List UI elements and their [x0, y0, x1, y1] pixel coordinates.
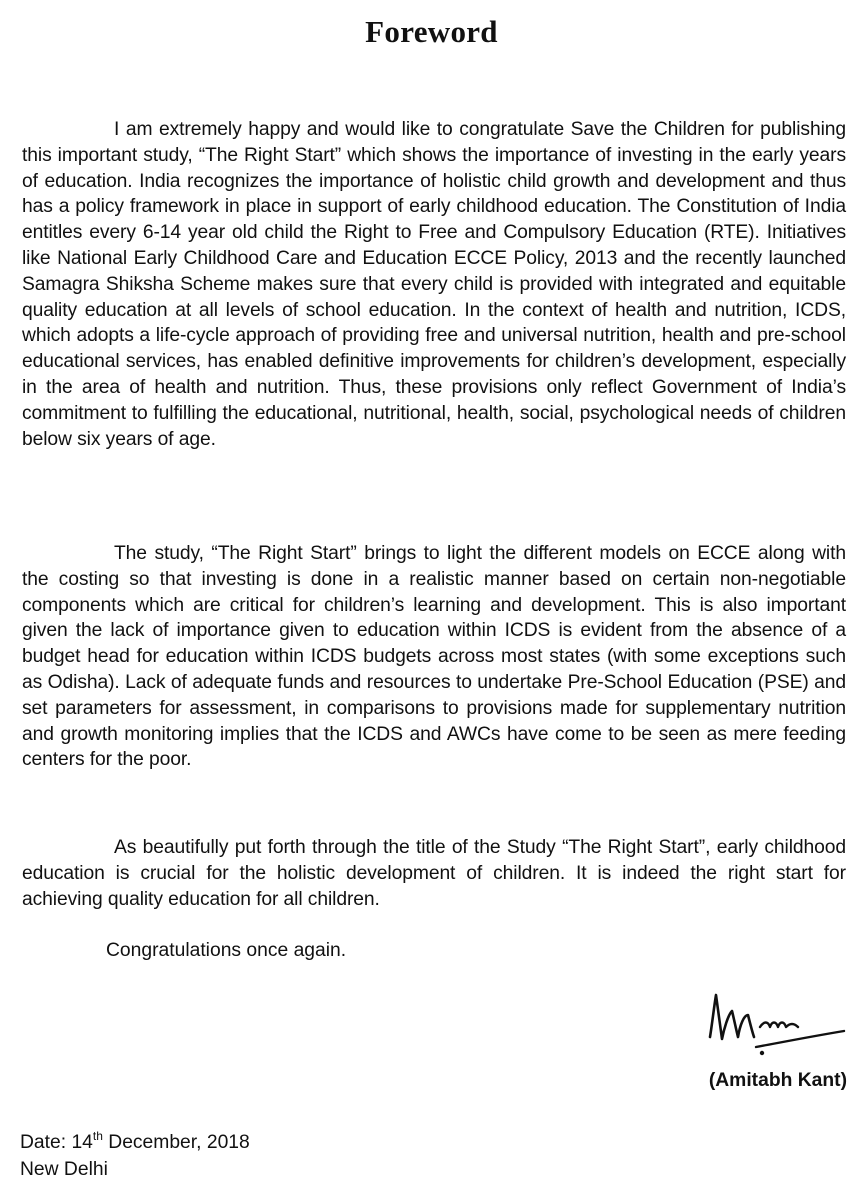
date-place-block — [20, 1129, 250, 1183]
date-line — [20, 1129, 250, 1156]
handwritten-signature — [698, 985, 848, 1057]
date-rest: December, 2018 — [102, 1132, 250, 1153]
signatory-name: (Amitabh Kant) — [708, 1070, 847, 1091]
place-line: New Delhi — [20, 1159, 108, 1180]
paragraph-2: The study, “The Right Start” brings to light the different models on ECCE along with the costing so that investing is done in a realistic manner based on certain non-negotiable components which are critical for children’s learning and development. This is also important given the lack of importance given to education within ICDS is evident from the absence of a budget head for education within ICDS budgets across most states (with some exceptions such as Odisha). Lack of adequate funds and resources to undertake Pre-School Education (PSE) and set parameters for assessment, in comparisons to provisions made for supplementary nutrition and growth monitoring implies that the ICDS and AWCs have come to be seen as mere feeding centers for the poor. — [22, 543, 846, 771]
paragraph-1: I am extremely happy and would like to congratulate Save the Children for publishing this important study, “The Right Start” which shows the importance of investing in the early years of education. India recognizes the importance of holistic child growth and development and thus has a policy framework in place in support of early childhood education. The Constitution of India entitles every 6-14 year old child the Right to Free and Compulsory Education (RTE). Initiatives like National Early Childhood Care and Education ECCE Policy, 2013 and the recently launched Samagra Shiksha Scheme makes sure that every child is provided with integrated and equitable quality education at all levels of school education. In the context of health and nutrition, ICDS, which adopts a life-cycle approach of providing free and universal nutrition, health and pre-school educational services, has enabled definitive improvements for children’s development, especially in the area of health and nutrition. Thus, these provisions only reflect Government of India’s commitment to fulfilling the educational, nutritional, health, social, psychological needs of children below six years of age. — [22, 119, 846, 450]
page-title: Foreword — [365, 14, 498, 49]
paragraph-3: As beautifully put forth through the title of the Study “The Right Start”, early childhood education is crucial for the holistic development of children. It is indeed the right start for achieving quality education for all children. — [22, 837, 846, 910]
date-ordinal-suffix: th — [92, 1129, 103, 1143]
date-label: Date: 14 — [20, 1132, 93, 1153]
closing-line: Congratulations once again. — [106, 940, 347, 961]
